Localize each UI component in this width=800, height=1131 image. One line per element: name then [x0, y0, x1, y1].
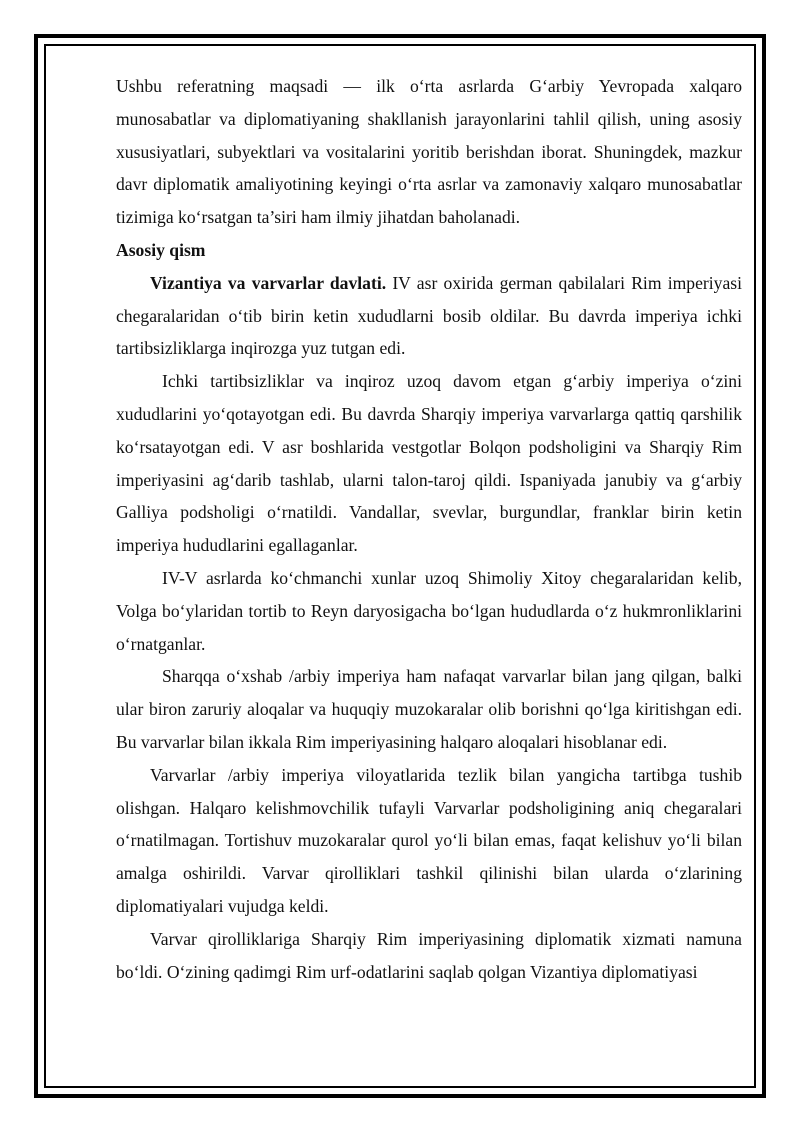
paragraph-internal-crisis: Ichki tartibsizliklar va inqiroz uzoq davom etgan g‘arbiy imperiya o‘zini xududlarini yo‘qotayotgan edi. Bu davrda Sharqiy imperiya varvarlarga qattiq qarshilik ko‘rsatayotgan edi. V asr boshlarida vestgotlar Bolqon podsholigini va Sharqiy Rim imperiyasini ag‘darib tashlab, ularni talon-taroj qildi. Ispaniyada janubiy va g‘arbiy Galliya podsholigi o‘rnatildi. Vandallar, svevlar, burgundlar, franklar birin ketin imperiya hududlarini egallaganlar.: [116, 371, 742, 556]
run-in-heading: Vizantiya va varvarlar davlati.: [150, 272, 387, 293]
paragraph-barbarian-kingdoms: Varvar qirolliklariga Sharqiy Rim imperiyasining diplomatik xizmati namuna bo‘ldi. O‘zining qadimgi Rim urf-odatlarini saqlab qolgan Vizantiya diplomatiyasi: [116, 928, 742, 982]
section-heading: Asosiy qism: [116, 239, 206, 260]
paragraph-huns: IV-V asrlarda ko‘chmanchi xunlar uzoq Shimoliy Xitoy chegaralaridan kelib, Volga bo‘ylaridan tortib to Reyn daryosigacha bo‘lgan hududlarda o‘z hukmronliklarini o‘rnatganlar.: [116, 567, 742, 654]
document-body: [116, 70, 742, 988]
paragraph-barbarian-provinces: Varvarlar /arbiy imperiya viloyatlarida tezlik bilan yangicha tartibga tushib olishgan. Halqaro kelishmovchilik tufayli Varvarlar podsholigining aniq chegaralari o‘rnatilmagan. Tortishuv muzokaralar qurol yo‘li bilan emas, faqat kelishuv yo‘li bilan amalga oshirildi. Varvar qirolliklari tashkil qilinishi bilan ularda o‘zlarining diplomatiyalari vujudga keldi.: [116, 764, 742, 916]
intro-paragraph: Ushbu referatning maqsadi — ilk o‘rta asrlarda G‘arbiy Yevropada xalqaro munosabatlar va diplomatiyaning shakllanish jarayonlarini tahlil qilish, uning asosiy xususiyatlari, subyektlari va vositalarini yoritib berishdan iborat. Shuningdek, mazkur davr diplomatik amaliyotining keyingi o‘rta asrlar va zamonaviy xalqaro munosabatlar tizimiga ko‘rsatgan ta’siri ham ilmiy jihatdan baholanadi.: [116, 76, 742, 228]
paragraph-western-empire: Sharqqa o‘xshab /arbiy imperiya ham nafaqat varvarlar bilan jang qilgan, balki ular biron zaruriy aloqalar va huquqiy muzokaralar olib borishni qo‘lga kiritishgan edi. Bu varvarlar bilan ikkala Rim imperiyasining halqaro aloqalari hisoblanar edi.: [116, 666, 742, 752]
paragraph-byzantium: [116, 267, 742, 365]
paragraph-text: IV asr oxirida german qabilalari Rim imperiyasi chegaralaridan o‘tib birin ketin xududlarni bosib oldilar. Bu davrda imperiya ichki tartibsizliklarga inqirozga yuz tutgan edi.: [116, 272, 742, 359]
